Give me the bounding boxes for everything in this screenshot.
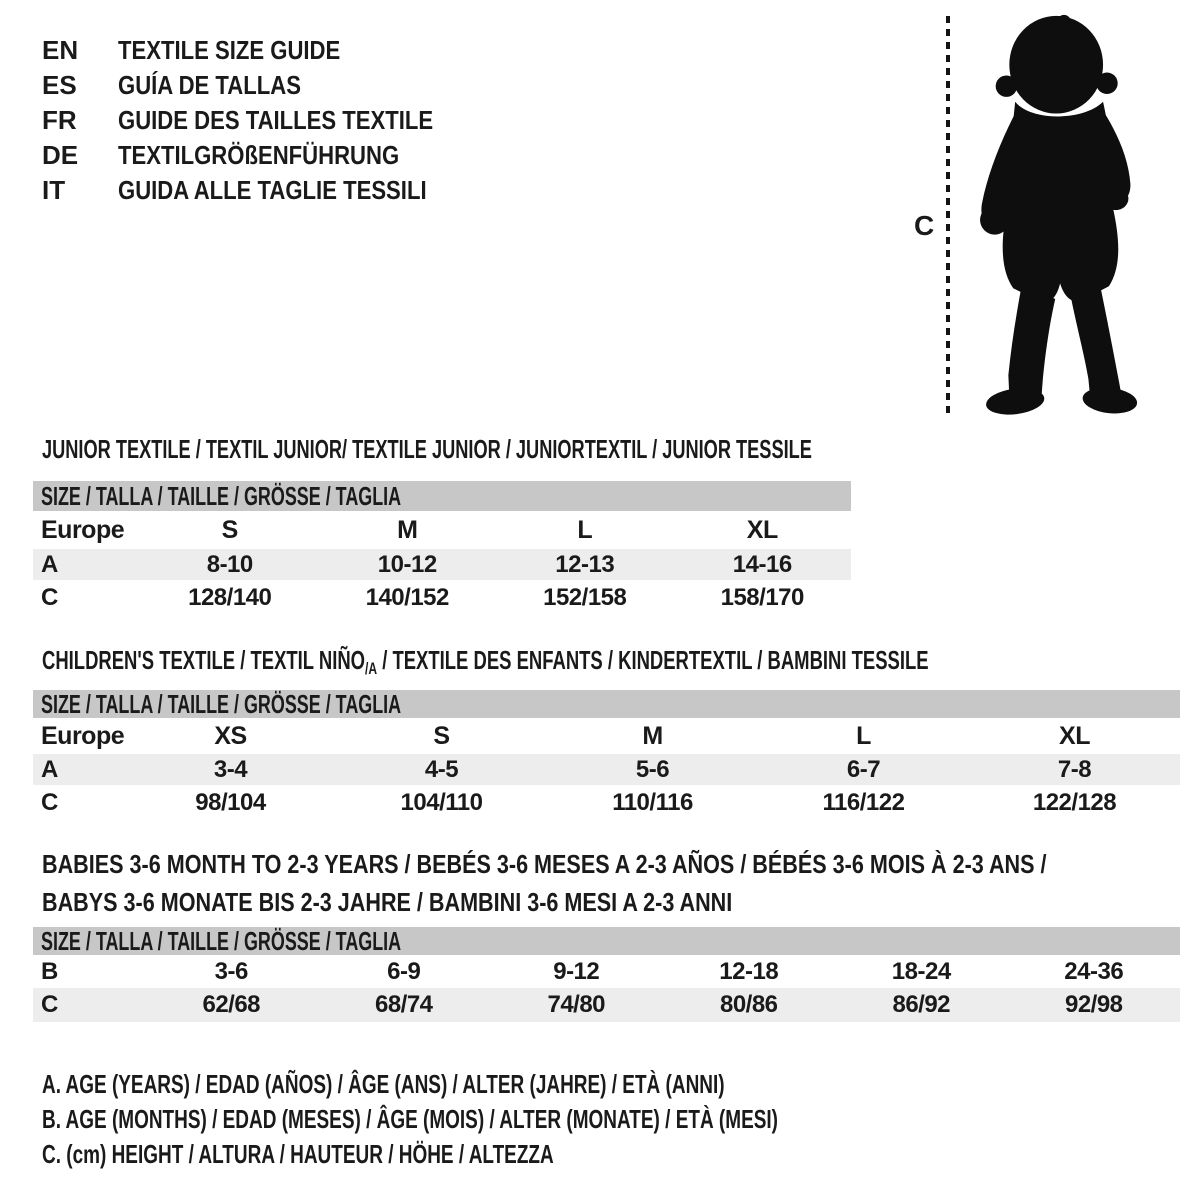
children-section-title	[42, 645, 1200, 684]
row-label: B	[41, 957, 58, 985]
height-cell: 104/110	[400, 788, 483, 816]
size-cell: M	[397, 515, 418, 544]
junior-region-row	[33, 511, 851, 549]
guide-title-es: GUÍA DE TALLAS	[118, 70, 301, 100]
language-code: DE	[42, 140, 79, 170]
size-header-text: SIZE / TALLA / TAILLE / GRÖSSE / TAGLIA	[41, 481, 402, 511]
guide-title-en: TEXTILE SIZE GUIDE	[118, 35, 341, 65]
babies-section-title	[42, 845, 1200, 921]
size-cell: S	[433, 721, 450, 750]
row-label: C	[41, 788, 58, 816]
babies-title-line1: BABIES 3-6 MONTH TO 2-3 YEARS / BEBÉS 3-6 MESES A 2-3 AÑOS / BÉBÉS 3-6 MOIS À 2-3 ANS /	[42, 849, 1047, 879]
height-cell: 68/74	[374, 991, 433, 1018]
height-cell: 128/140	[188, 583, 272, 611]
language-row-es	[42, 68, 489, 103]
children-size-header-band	[33, 690, 1180, 718]
children-title-sub: /A	[365, 659, 378, 678]
babies-size-header-band	[33, 927, 1180, 955]
height-cell: 92/98	[1064, 991, 1123, 1018]
language-row-de	[42, 138, 489, 173]
height-cell: 62/68	[202, 991, 261, 1018]
height-measure-dashed-line	[946, 16, 950, 418]
height-cell: 122/128	[1032, 788, 1117, 816]
language-row-en	[42, 33, 489, 68]
row-label: A	[41, 755, 58, 783]
junior-size-header-band	[33, 481, 851, 511]
babies-size-table	[33, 955, 1180, 1022]
guide-title-fr: GUIDE DES TAILLES TEXTILE	[118, 105, 434, 135]
height-cell: 152/158	[543, 583, 627, 611]
junior-height-row	[33, 580, 851, 615]
children-title-prefix: CHILDREN'S TEXTILE / TEXTIL NIÑO	[42, 645, 366, 675]
size-cell: XL	[746, 515, 778, 544]
height-cell: 80/86	[719, 991, 778, 1018]
age-cell: 8-10	[206, 550, 253, 578]
junior-size-table	[33, 511, 851, 615]
children-size-table	[33, 718, 1180, 820]
height-cell: 110/116	[612, 788, 693, 816]
region-label: Europe	[41, 515, 125, 544]
size-cell: L	[577, 515, 593, 544]
babies-age-row	[33, 955, 1180, 988]
legend-line-b: B. AGE (MONTHS) / EDAD (MESES) / ÂGE (MOIS) / ALTER (MONATE) / ETÀ (MESI)	[42, 1104, 778, 1134]
language-code: FR	[42, 105, 77, 135]
height-cell: 98/104	[195, 788, 266, 816]
size-cell: M	[642, 721, 663, 750]
language-code: ES	[42, 70, 77, 100]
size-cell: S	[221, 515, 238, 544]
guide-title-it: GUIDA ALLE TAGLIE TESSILI	[118, 175, 427, 205]
age-cell: 18-24	[891, 957, 951, 985]
size-header-text: SIZE / TALLA / TAILLE / GRÖSSE / TAGLIA	[41, 690, 402, 718]
age-cell: 3-6	[214, 957, 248, 985]
legend	[42, 1067, 1050, 1172]
age-cell: 14-16	[732, 550, 792, 578]
height-cell: 74/80	[547, 991, 606, 1018]
guide-title-de: TEXTILGRÖßENFÜHRUNG	[118, 140, 400, 170]
legend-line-c: C. (cm) HEIGHT / ALTURA / HAUTEUR / HÖHE / ALTEZZA	[42, 1139, 554, 1169]
size-header-text: SIZE / TALLA / TAILLE / GRÖSSE / TAGLIA	[41, 927, 402, 955]
height-cell: 140/152	[365, 583, 449, 611]
children-height-row	[33, 785, 1180, 820]
language-code: EN	[42, 35, 79, 65]
children-age-row	[33, 754, 1180, 785]
babies-title-line2: BABYS 3-6 MONATE BIS 2-3 JAHRE / BAMBINI 3-6 MESI A 2-3 ANNI	[42, 887, 733, 917]
row-label: A	[41, 550, 58, 578]
babies-height-row	[33, 988, 1180, 1022]
age-cell: 6-9	[387, 957, 421, 985]
size-cell: L	[856, 721, 871, 750]
age-cell: 24-36	[1064, 957, 1124, 985]
language-row-it	[42, 173, 489, 208]
legend-line-a: A. AGE (YEARS) / EDAD (AÑOS) / ÂGE (ANS) / ALTER (JAHRE) / ETÀ (ANNI)	[42, 1069, 725, 1099]
row-label: C	[41, 991, 58, 1018]
row-label: C	[41, 583, 58, 611]
age-cell: 5-6	[635, 755, 670, 783]
size-cell: XL	[1059, 721, 1090, 750]
age-cell: 6-7	[846, 755, 881, 783]
children-region-row	[33, 718, 1180, 754]
height-cell: 86/92	[892, 991, 951, 1018]
age-cell: 12-18	[719, 957, 779, 985]
region-label: Europe	[41, 721, 125, 750]
age-cell: 7-8	[1057, 755, 1092, 783]
height-cell: 158/170	[720, 583, 804, 611]
age-cell: 12-13	[555, 550, 615, 578]
age-cell: 9-12	[553, 957, 600, 985]
age-cell: 4-5	[424, 755, 459, 783]
age-cell: 3-4	[213, 755, 248, 783]
size-cell: XS	[214, 721, 247, 750]
language-row-fr	[42, 103, 489, 138]
language-title-block	[42, 33, 489, 208]
junior-age-row	[33, 549, 851, 580]
language-code: IT	[42, 175, 66, 205]
toddler-silhouette-image	[966, 12, 1162, 422]
age-cell: 10-12	[377, 550, 437, 578]
children-title-suffix: / TEXTILE DES ENFANTS / KINDERTEXTIL / BAMBINI TESSILE	[377, 645, 929, 675]
junior-section-title: JUNIOR TEXTILE / TEXTIL JUNIOR/ TEXTILE JUNIOR / JUNIORTEXTIL / JUNIOR TESSILE	[42, 434, 812, 464]
height-cell: 116/122	[822, 788, 905, 816]
height-measure-label: C	[914, 210, 935, 241]
